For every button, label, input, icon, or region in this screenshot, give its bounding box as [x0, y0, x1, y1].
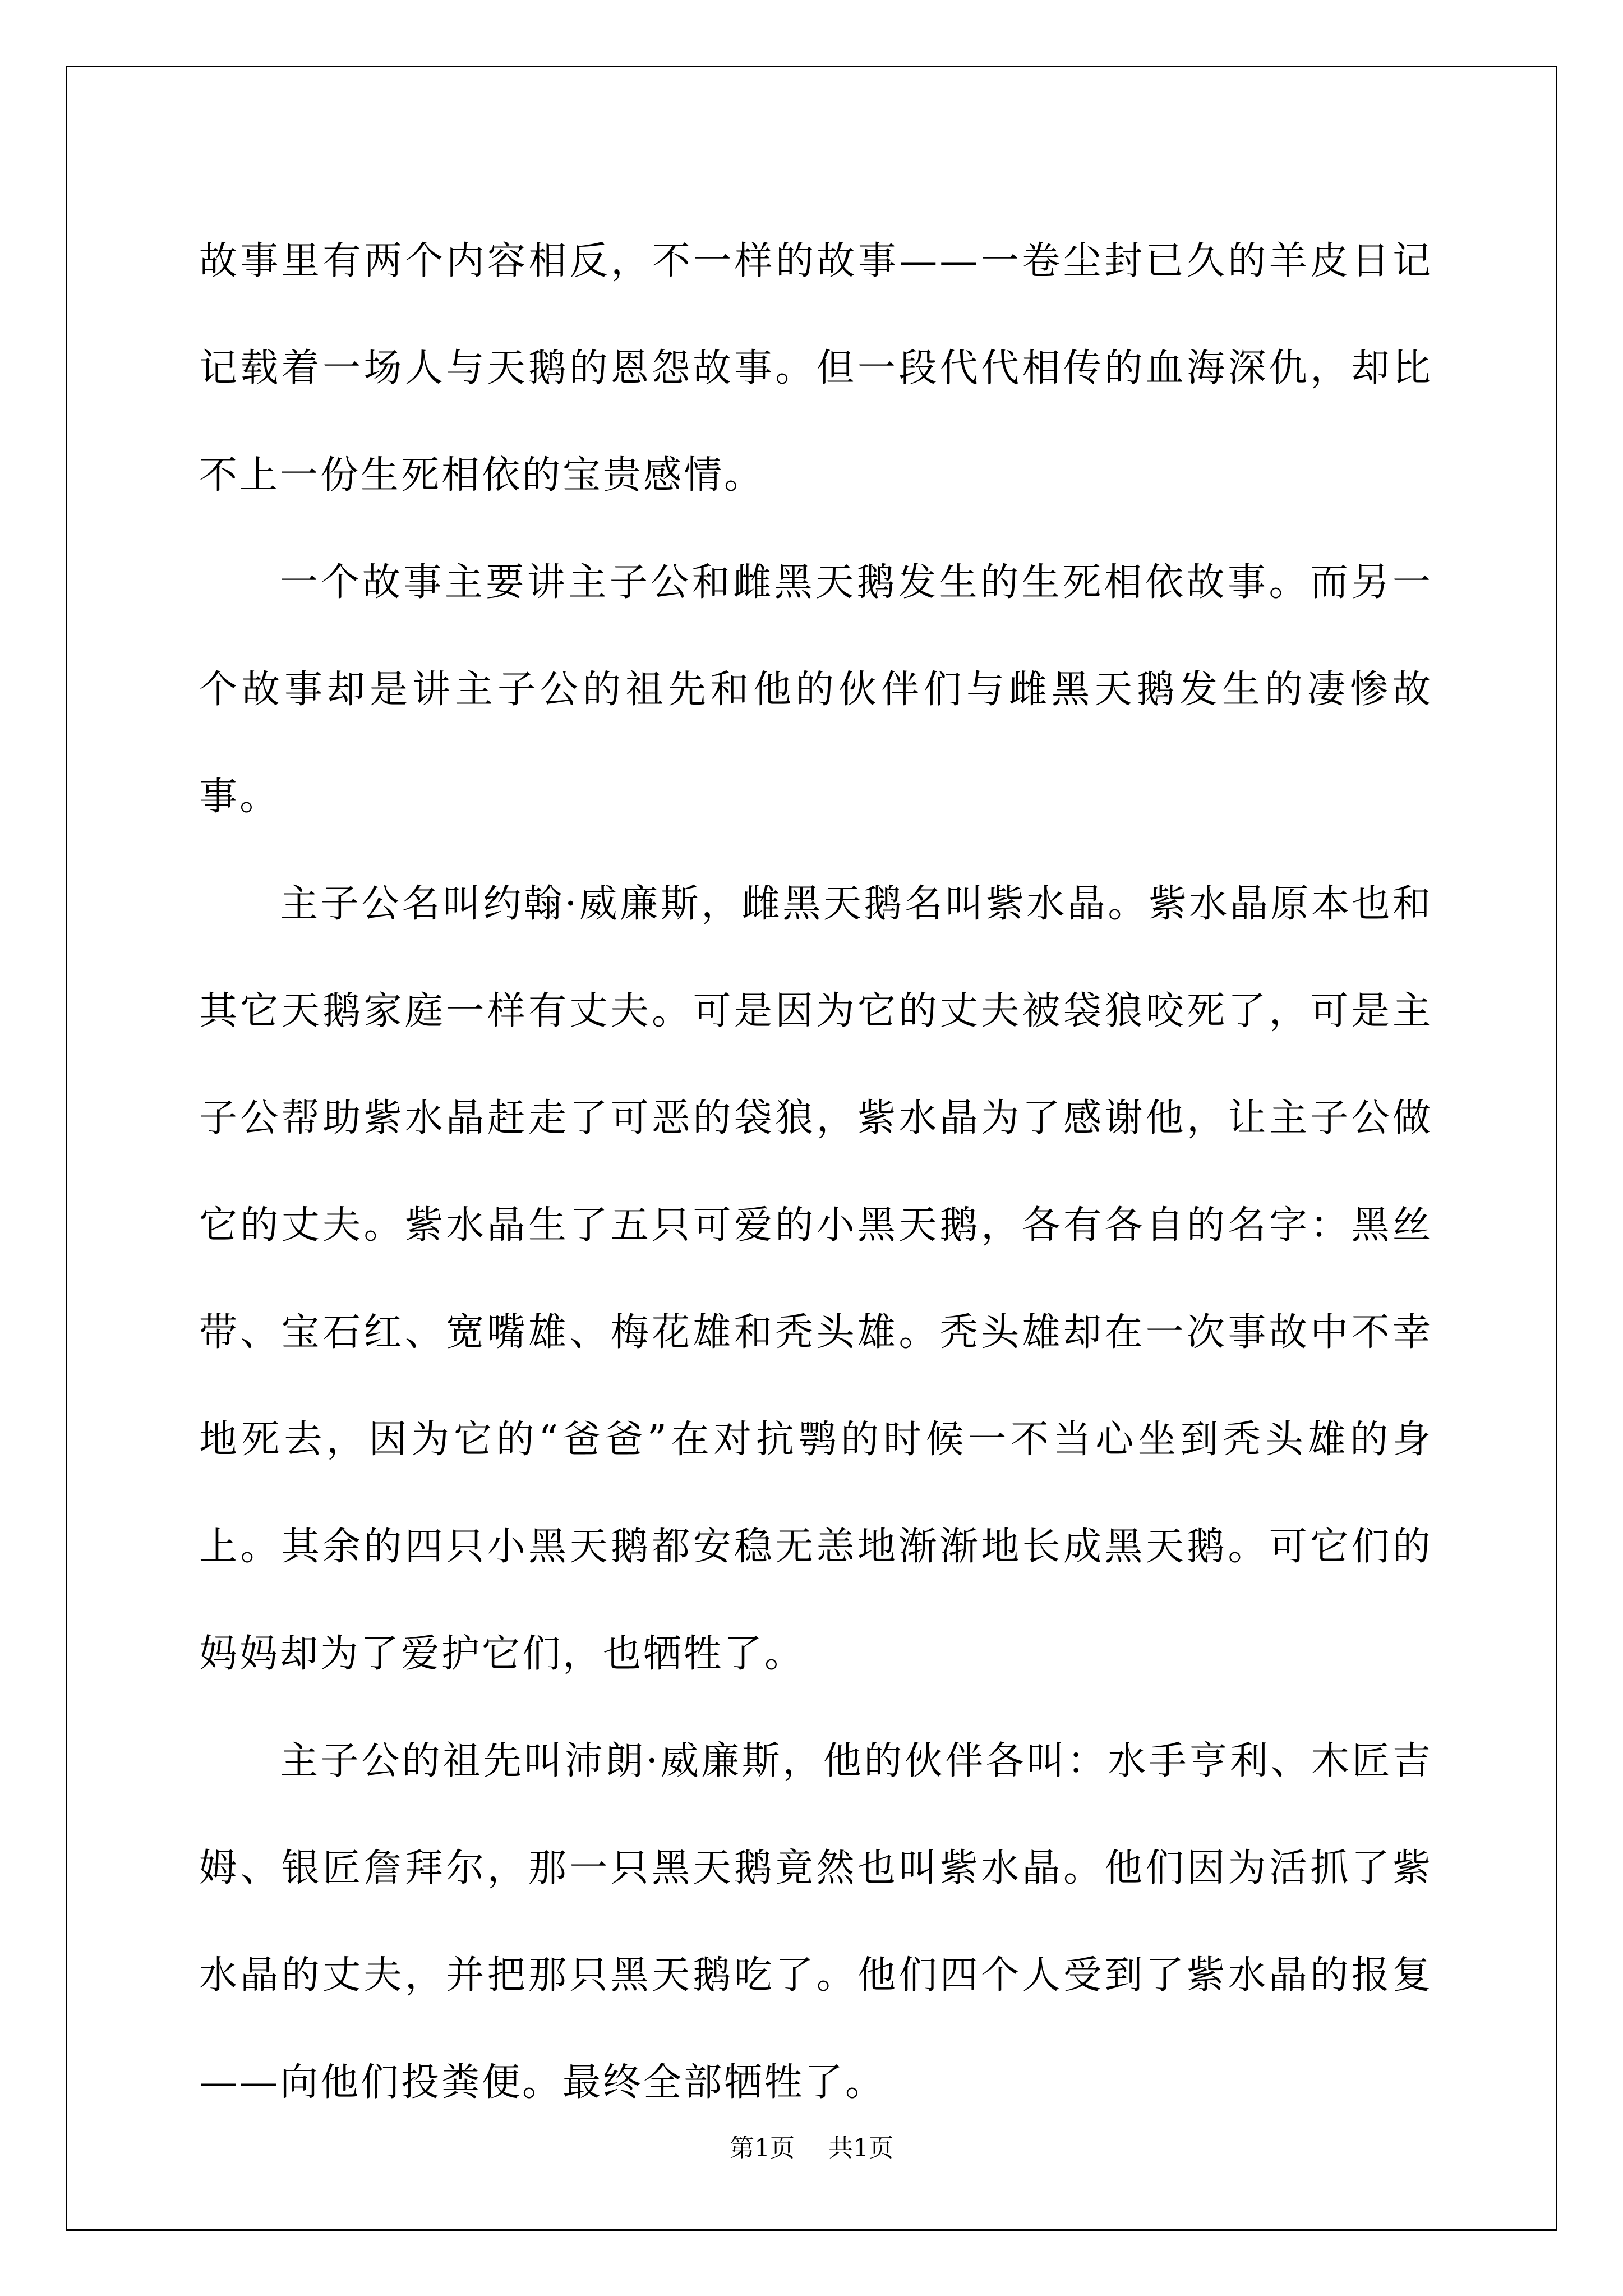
paragraph-3: 主子公名叫约翰·威廉斯，雌黑天鹅名叫紫水晶。紫水晶原本也和其它天鹅家庭一样有丈夫。可是因为它的丈夫被袋狼咬死了，可是主子公帮助紫水晶赶走了可恶的袋狼，紫水晶为了感谢他，让主子公做它的丈夫。紫水晶生了五只可爱的小黑天鹅，各有各自的名字：黑丝带、宝石红、宽嘴雄、梅花雄和秃头雄。秃头雄却在一次事故中不幸地死去，因为它的“爸爸”在对抗鹗的时候一不当心坐到秃头雄的身上。其余的四只小黑天鹅都安稳无恙地渐渐地长成黑天鹅。可它们的妈妈却为了爱护它们，也牺牲了。 — [199, 882, 1433, 1676]
paragraph-4: 主子公的祖先叫沛朗·威廉斯，他的伙伴各叫：水手亨利、木匠吉姆、银匠詹拜尔，那一只黑天鹅竟然也叫紫水晶。他们因为活抓了紫水晶的丈夫，并把那只黑天鹅吃了。他们四个人受到了紫水晶的报复——向他们投粪便。最终全部牺牲了。 — [199, 1739, 1433, 2105]
document-body — [199, 208, 1433, 2136]
total-pages: 共1页 — [828, 2134, 893, 2162]
page-number: 第1页 — [730, 2134, 795, 2162]
paragraph-1: 故事里有两个内容相反，不一样的故事——一卷尘封已久的羊皮日记记载着一场人与天鹅的恩怨故事。但一段代代相传的血海深仇，却比不上一份生死相依的宝贵感情。 — [199, 239, 1433, 498]
paragraph-2: 一个故事主要讲主子公和雌黑天鹅发生的生死相依故事。而另一个故事却是讲主子公的祖先和他的伙伴们与雌黑天鹅发生的凄惨故事。 — [199, 560, 1433, 819]
page-footer — [0, 2132, 1623, 2165]
